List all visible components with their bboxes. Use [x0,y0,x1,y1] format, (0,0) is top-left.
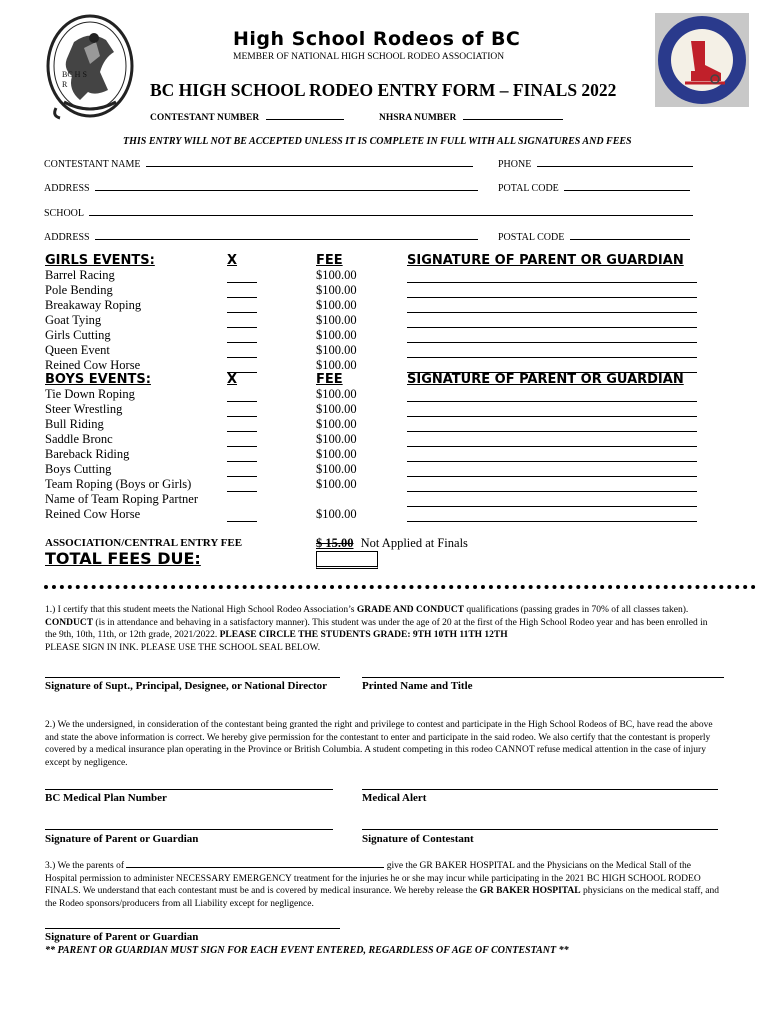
fee-value: $100.00 [316,268,357,282]
completion-notice: THIS ENTRY WILL NOT BE ACCEPTED UNLESS IT IS COMPLETE IN FULL WITH ALL SIGNATURES AND FEES [123,136,632,147]
contestant-name-label: CONTESTANT NAME [44,159,141,170]
org-title: High School Rodeos of BC [233,28,521,50]
signature-line[interactable] [407,507,697,522]
address-label: ADDRESS [44,183,90,194]
fee-value: $100.00 [316,343,357,357]
event-checkbox-line[interactable] [227,477,257,492]
association-fee-amount [316,536,468,551]
final-parent-signature-line[interactable] [45,928,340,929]
event-checkbox-line[interactable] [227,283,257,298]
bchsr-logo [44,12,136,124]
fee-value: $100.00 [316,313,357,327]
event-checkbox-line[interactable] [227,462,257,477]
nhsra-number-label: NHSRA NUMBER [379,113,457,123]
event-checkbox-line[interactable] [227,343,257,358]
contestant-signature-label: Signature of Contestant [362,833,474,845]
fee-value: $100.00 [316,283,357,297]
event-checkbox-line[interactable] [227,447,257,462]
logo-letters: BC H S R [62,70,87,89]
phone-label: PHONE [498,159,532,170]
fee-value: $100.00 [316,447,357,461]
section-divider [44,585,756,589]
postal-code-label: POSTAL CODE [498,232,565,243]
girls-x-column [227,268,257,373]
signature-line[interactable] [407,492,697,507]
list-item: Steer Wrestling [45,402,123,416]
contestant-number-field[interactable] [150,110,344,123]
signature-line[interactable] [407,402,697,417]
member-of: MEMBER OF NATIONAL HIGH SCHOOL RODEO ASSOCIATION [233,52,505,62]
medical-alert-label: Medical Alert [362,792,427,804]
printed-name-label: Printed Name and Title [362,680,473,692]
parent-signature-line[interactable] [45,829,333,830]
girls-x-heading: X [227,253,238,268]
association-fee-value: $ 15.00 [316,536,354,550]
boys-fee-column [316,387,357,522]
signature-line[interactable] [407,268,697,283]
list-item: Barrel Racing [45,268,115,282]
list-item: Boys Cutting [45,462,112,476]
signature-line[interactable] [407,298,697,313]
list-item: Girls Cutting [45,328,111,342]
signature-line[interactable] [407,477,697,492]
phone-field[interactable] [498,157,693,170]
final-parent-signature-label: Signature of Parent or Guardian [45,931,199,943]
fee-value: $100.00 [316,417,357,431]
event-checkbox-line[interactable] [227,313,257,328]
girls-signature-heading: SIGNATURE OF PARENT OR GUARDIAN [407,253,684,268]
list-item: Pole Bending [45,283,113,297]
printed-name-line[interactable] [362,677,724,678]
grade-conduct-certification: 1.) I certify that this student meets the National High School Rodeo Association’s GRADE AND CONDUCT qualifications (passing grades in 70% of all classes taken). CONDUCT (is in attendance and behaving in a satisfactory manner). This student was under the age of 20 at the first of the High School Rodeo year and has been enrolled in the 9th, 10th, 11th, or 12th grade, 2021/2022. PLEASE CIRCLE THE STUDENTS GRADE: 9TH 10TH 11TH 12TH PLEASE SIGN IN INK. PLEASE USE THE SCHOOL SEAL BELOW. [45,605,708,653]
list-item: Goat Tying [45,313,102,327]
school-label: SCHOOL [44,208,84,219]
signature-line[interactable] [407,432,697,447]
event-checkbox-line[interactable] [227,358,257,373]
address-field[interactable] [44,181,478,194]
supt-signature-label: Signature of Supt., Principal, Designee, or National Director [45,680,328,692]
contestant-name-field[interactable] [44,157,473,170]
event-checkbox-line[interactable] [227,268,257,283]
list-item: Name of Team Roping Partner [45,492,199,506]
boys-events-heading: BOYS EVENTS: [45,372,151,387]
girls-event-list [45,268,141,373]
fee-value: $100.00 [316,402,357,416]
list-item: Reined Cow Horse [45,358,141,372]
total-fees-label: TOTAL FEES DUE: [45,549,201,568]
list-item: Tie Down Roping [45,387,135,401]
association-fee-note: Not Applied at Finals [360,536,468,550]
consent-paragraph: 2.) We the undersigned, in consideration of the contestant being granted the right and privilege to contest and participate in the High School Rodeos of BC, have read the above and state the above information is correct. We hereby give permission for the contestant to enter and participate in the said rodeo. We also certify that the contestant is properly covered by a medical insurance plan operating in the Province or British Columbia. A student competing in this rodeo CANNOT refuse medical attention in the case of injury except by negligence. [45,720,713,768]
signature-line[interactable] [407,417,697,432]
event-checkbox-line[interactable] [227,507,257,522]
form-title: BC HIGH SCHOOL RODEO ENTRY FORM – FINALS 2022 [150,80,617,100]
girls-signature-column [407,268,697,373]
address2-label: ADDRESS [44,232,90,243]
nhsra-logo [655,13,749,107]
signature-line[interactable] [407,328,697,343]
event-checkbox-line[interactable] [227,328,257,343]
fee-value: $100.00 [316,432,357,446]
girls-fee-heading: FEE [316,253,343,268]
boys-x-column [227,387,257,522]
signature-line[interactable] [407,313,697,328]
signature-line[interactable] [407,462,697,477]
boys-signature-column [407,387,697,522]
list-item: Saddle Bronc [45,432,113,446]
hospital-release-paragraph: 3.) We the parents of give the GR BAKER HOSPITAL and the Physicians on the Medical Stall of the Hospital permission to administer NECESSARY EMERGENCY treatment for the injuries he or she may incur while participating in the 2021 BC HIGH SCHOOL RODEO FINALS. We understand that each contestant must be and is covered by medical insurance. We hereby release the GR BAKER HOSPITAL physicians on the medical staff, and the Rodeo sponsors/producers from all Liability except for negligence. [45,858,721,910]
school-field[interactable] [44,206,693,219]
supt-signature-line[interactable] [45,677,340,678]
signature-line[interactable] [407,447,697,462]
potal-code-label: POTAL CODE [498,183,559,194]
list-item: Team Roping (Boys or Girls) [45,477,192,491]
potal-code-field[interactable] [498,181,690,194]
medical-alert-line[interactable] [362,789,718,790]
list-item: Breakaway Roping [45,298,142,312]
fee-value: $100.00 [316,462,357,476]
boys-fee-heading: FEE [316,372,343,387]
fee-value [316,492,357,507]
address2-field[interactable] [44,230,478,243]
footer-notice: ** PARENT OR GUARDIAN MUST SIGN FOR EACH EVENT ENTERED, REGARDLESS OF AGE OF CONTESTANT ** [45,945,569,956]
fee-value: $100.00 [316,328,357,342]
fee-value: $100.00 [316,507,357,521]
list-item: Queen Event [45,343,110,357]
list-item: Bareback Riding [45,447,130,461]
signature-line[interactable] [407,283,697,298]
signature-line[interactable] [407,358,697,373]
fee-value: $100.00 [316,298,357,312]
boys-signature-heading: SIGNATURE OF PARENT OR GUARDIAN [407,372,684,387]
signature-line[interactable] [407,387,697,402]
boys-event-list [45,387,198,522]
event-checkbox-line[interactable] [227,417,257,432]
event-checkbox-line[interactable] [227,402,257,417]
medical-plan-line[interactable] [45,789,333,790]
contestant-number-label: CONTESTANT NUMBER [150,113,260,123]
contestant-name-blank[interactable] [126,858,384,868]
event-checkbox-line[interactable] [227,298,257,313]
list-item: Reined Cow Horse [45,507,141,521]
fee-value: $100.00 [316,477,357,491]
event-checkbox-line[interactable] [227,387,257,402]
medical-plan-label: BC Medical Plan Number [45,792,167,804]
girls-events-heading: GIRLS EVENTS: [45,253,155,268]
nhsra-number-field[interactable] [379,110,563,123]
postal-code-field[interactable] [498,230,690,243]
association-fee-label: ASSOCIATION/CENTRAL ENTRY FEE [45,537,243,549]
boys-x-heading: X [227,372,238,387]
signature-line[interactable] [407,343,697,358]
list-item: Bull Riding [45,417,104,431]
total-fees-box[interactable] [316,551,378,569]
parent-signature-label: Signature of Parent or Guardian [45,833,199,845]
girls-fee-column [316,268,357,373]
fee-value: $100.00 [316,358,357,372]
event-checkbox-line[interactable] [227,432,257,447]
fee-value: $100.00 [316,387,357,401]
contestant-signature-line[interactable] [362,829,718,830]
